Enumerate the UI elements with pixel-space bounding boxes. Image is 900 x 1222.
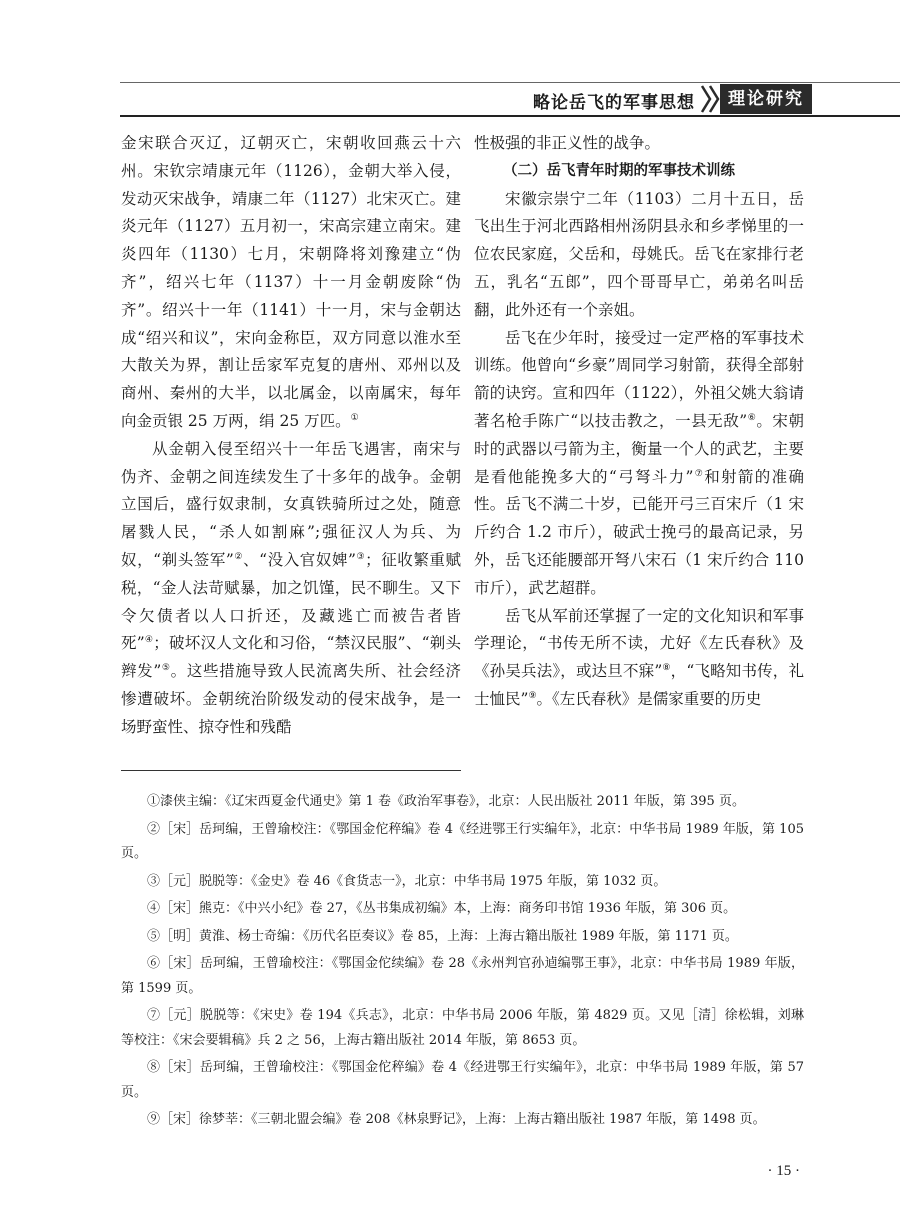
paragraph <box>474 325 804 603</box>
footnote-ref: ④ <box>144 635 154 646</box>
footnote: ⑦［元］脱脱等：《宋史》卷 194《兵志》，北京：中华书局 2006 年版，第 4829 页。又见［清］徐松辑，刘琳等校注：《宋会要辑稿》兵 2 之 56，上海古籍出版社 2014 年版，第 8653 页。 <box>121 1008 804 1048</box>
footnote-ref: ⑤ <box>161 662 171 673</box>
footnote: ⑤［明］黄淮、杨士奇编：《历代名臣奏议》卷 85，上海：上海古籍出版社 1989 年版，第 1171 页。 <box>147 928 738 944</box>
paragraph-text: 岳飞从军前还掌握了一定的文化知识和军事学理论，“书传无所不读，尤好《左氏春秋》及《孙吴兵法》，或达旦不寐” <box>474 606 804 681</box>
footnote-ref: ⑧ <box>662 662 671 673</box>
paragraph-text: 。这些措施导致人民流离失所、社会经济惨遭破坏。金朝统治阶级发动的侵宋战争，是一场野蛮性、掠夺性和残酷 <box>121 662 461 736</box>
paragraph-text: 。宋朝时的武器以弓箭为主，衡量一个人的武艺，主要是看他能挽多大的“弓弩斗力” <box>474 411 804 486</box>
header-top-rule <box>120 82 900 83</box>
footnote: ②［宋］岳珂编，王曾瑜校注：《鄂国金佗稡编》卷 4《经进鄂王行实编年》，北京：中华书局 1989 年版，第 105 页。 <box>121 821 804 861</box>
paragraph-text: 岳飞在少年时，接受过一定严格的军事技术训练。他曾向“乡豪”周同学习射箭，获得全部射箭的诀窍。宣和四年（1122），外祖父姚大翁请著名枪手陈广“以技击教之，一县无敌” <box>474 328 804 430</box>
footnote: ⑨［宋］徐梦莘：《三朝北盟会编》卷 208《林泉野记》，上海：上海古籍出版社 1987 年版，第 1498 页。 <box>147 1112 766 1127</box>
header-article-title: 略论岳飞的军事思想 <box>533 93 695 113</box>
footnote: ③［元］脱脱等：《金史》卷 46《食货志一》，北京：中华书局 1975 年版，第 1032 页。 <box>147 873 667 889</box>
footnote-separator <box>121 770 461 771</box>
paragraph-text: ；破坏汉人文化和习俗，“禁汉民服”、“剃头辫发” <box>121 634 461 681</box>
section-subheading: （二）岳飞青年时期的军事技术训练 <box>503 162 735 179</box>
running-header <box>0 82 900 116</box>
right-column <box>474 130 804 714</box>
footnote-ref: ⑨ <box>528 690 537 701</box>
footnote-ref: ③ <box>355 551 366 562</box>
header-bottom-rule <box>120 115 900 117</box>
paragraph <box>474 603 804 714</box>
footnote: ⑧［宋］岳珂编，王曾瑜校注：《鄂国金佗稡编》卷 4《经进鄂王行实编年》，北京：中华书局 1989 年版，第 57 页。 <box>121 1060 804 1100</box>
paragraph-text: 和射箭的准确性。岳飞不满二十岁，已能开弓三百宋斤（1 宋斤约合 1.2 市斤），破武士挽弓的最高记录，另外，岳飞还能腰部开弩八宋石（1 宋斤约合 110 市斤），武艺超群。 <box>474 467 804 597</box>
paragraph-text: 金宋联合灭辽，辽朝灭亡，宋朝收回燕云十六州。宋钦宗靖康元年（1126），金朝大举入侵，发动灭宋战争，靖康二年（1127）北宋灭亡。建炎元年（1127）五月初一，宋高宗建立南宋。建炎四年（1130）七月，宋朝降将刘豫建立“伪齐”，绍兴七年（1137）十一月金朝废除“伪齐”。绍兴十一年（1141）十一月，宋与金朝达成“绍兴和议”，宋向金称臣，双方同意以淮水至大散关为界，割让岳家军克复的唐州、邓州以及商州、秦州的大半，以北属金，以南属宋，每年向金贡银 25 万两，绢 25 万匹。 <box>121 134 461 430</box>
paragraph-text: 、“没入官奴婢” <box>243 550 356 569</box>
paragraph <box>121 436 461 742</box>
paragraph <box>121 130 461 436</box>
footnote: ⑥［宋］岳珂编，王曾瑜校注：《鄂国金佗续编》卷 28《永州判官孙逌编鄂王事》，北京：中华书局 1989 年版，第 1599 页。 <box>121 956 804 996</box>
footnote: ④［宋］熊克：《中兴小纪》卷 27，《丛书集成初编》本，上海：商务印书馆 1936 年版，第 306 页。 <box>147 901 737 916</box>
footnotes <box>121 790 804 1136</box>
page-number: · 15 · <box>767 1163 800 1179</box>
footnote-ref: ① <box>350 412 359 423</box>
left-column <box>121 130 461 742</box>
paragraph-text: 。《左氏春秋》是儒家重要的历史 <box>536 689 762 708</box>
paragraph-text: 从金朝入侵至绍兴十一年岳飞遇害，南宋与伪齐、金朝之间连续发生了十多年的战争。金朝立国后，盛行奴隶制，女真铁骑所过之处，随意屠戮人民，“杀人如割麻”;强征汉人为兵、为奴，“剃头签军” <box>121 439 461 569</box>
footnote-ref: ② <box>233 551 244 562</box>
footnote-ref: ⑦ <box>693 468 705 479</box>
header-section-label: 理论研究 <box>720 84 812 114</box>
paragraph: 性极强的非正义性的战争。 <box>474 134 661 152</box>
paragraph-text: ，“飞略知书传，礼士恤民” <box>474 662 804 708</box>
footnote: ①漆侠主编：《辽宋西夏金代通史》第 1 卷《政治军事卷》，北京：人民出版社 2011 年版，第 395 页。 <box>147 794 745 809</box>
chevron-right-icon <box>700 84 722 114</box>
paragraph-text: ；征收繁重赋税，“金人法苛赋暴，加之饥馑，民不聊生。又下令欠债者以人口折还，及藏逃亡而被告者皆死” <box>121 550 461 653</box>
footnote-ref: ⑥ <box>747 412 757 423</box>
paragraph: 宋徽宗崇宁二年（1103）二月十五日，岳飞出生于河北西路相州汤阴县永和乡孝悌里的一位农民家庭，父岳和，母姚氏。岳飞在家排行老五，乳名“五郎”，四个哥哥早亡，弟弟名叫岳翻，此外还有一个亲姐。 <box>474 189 804 319</box>
